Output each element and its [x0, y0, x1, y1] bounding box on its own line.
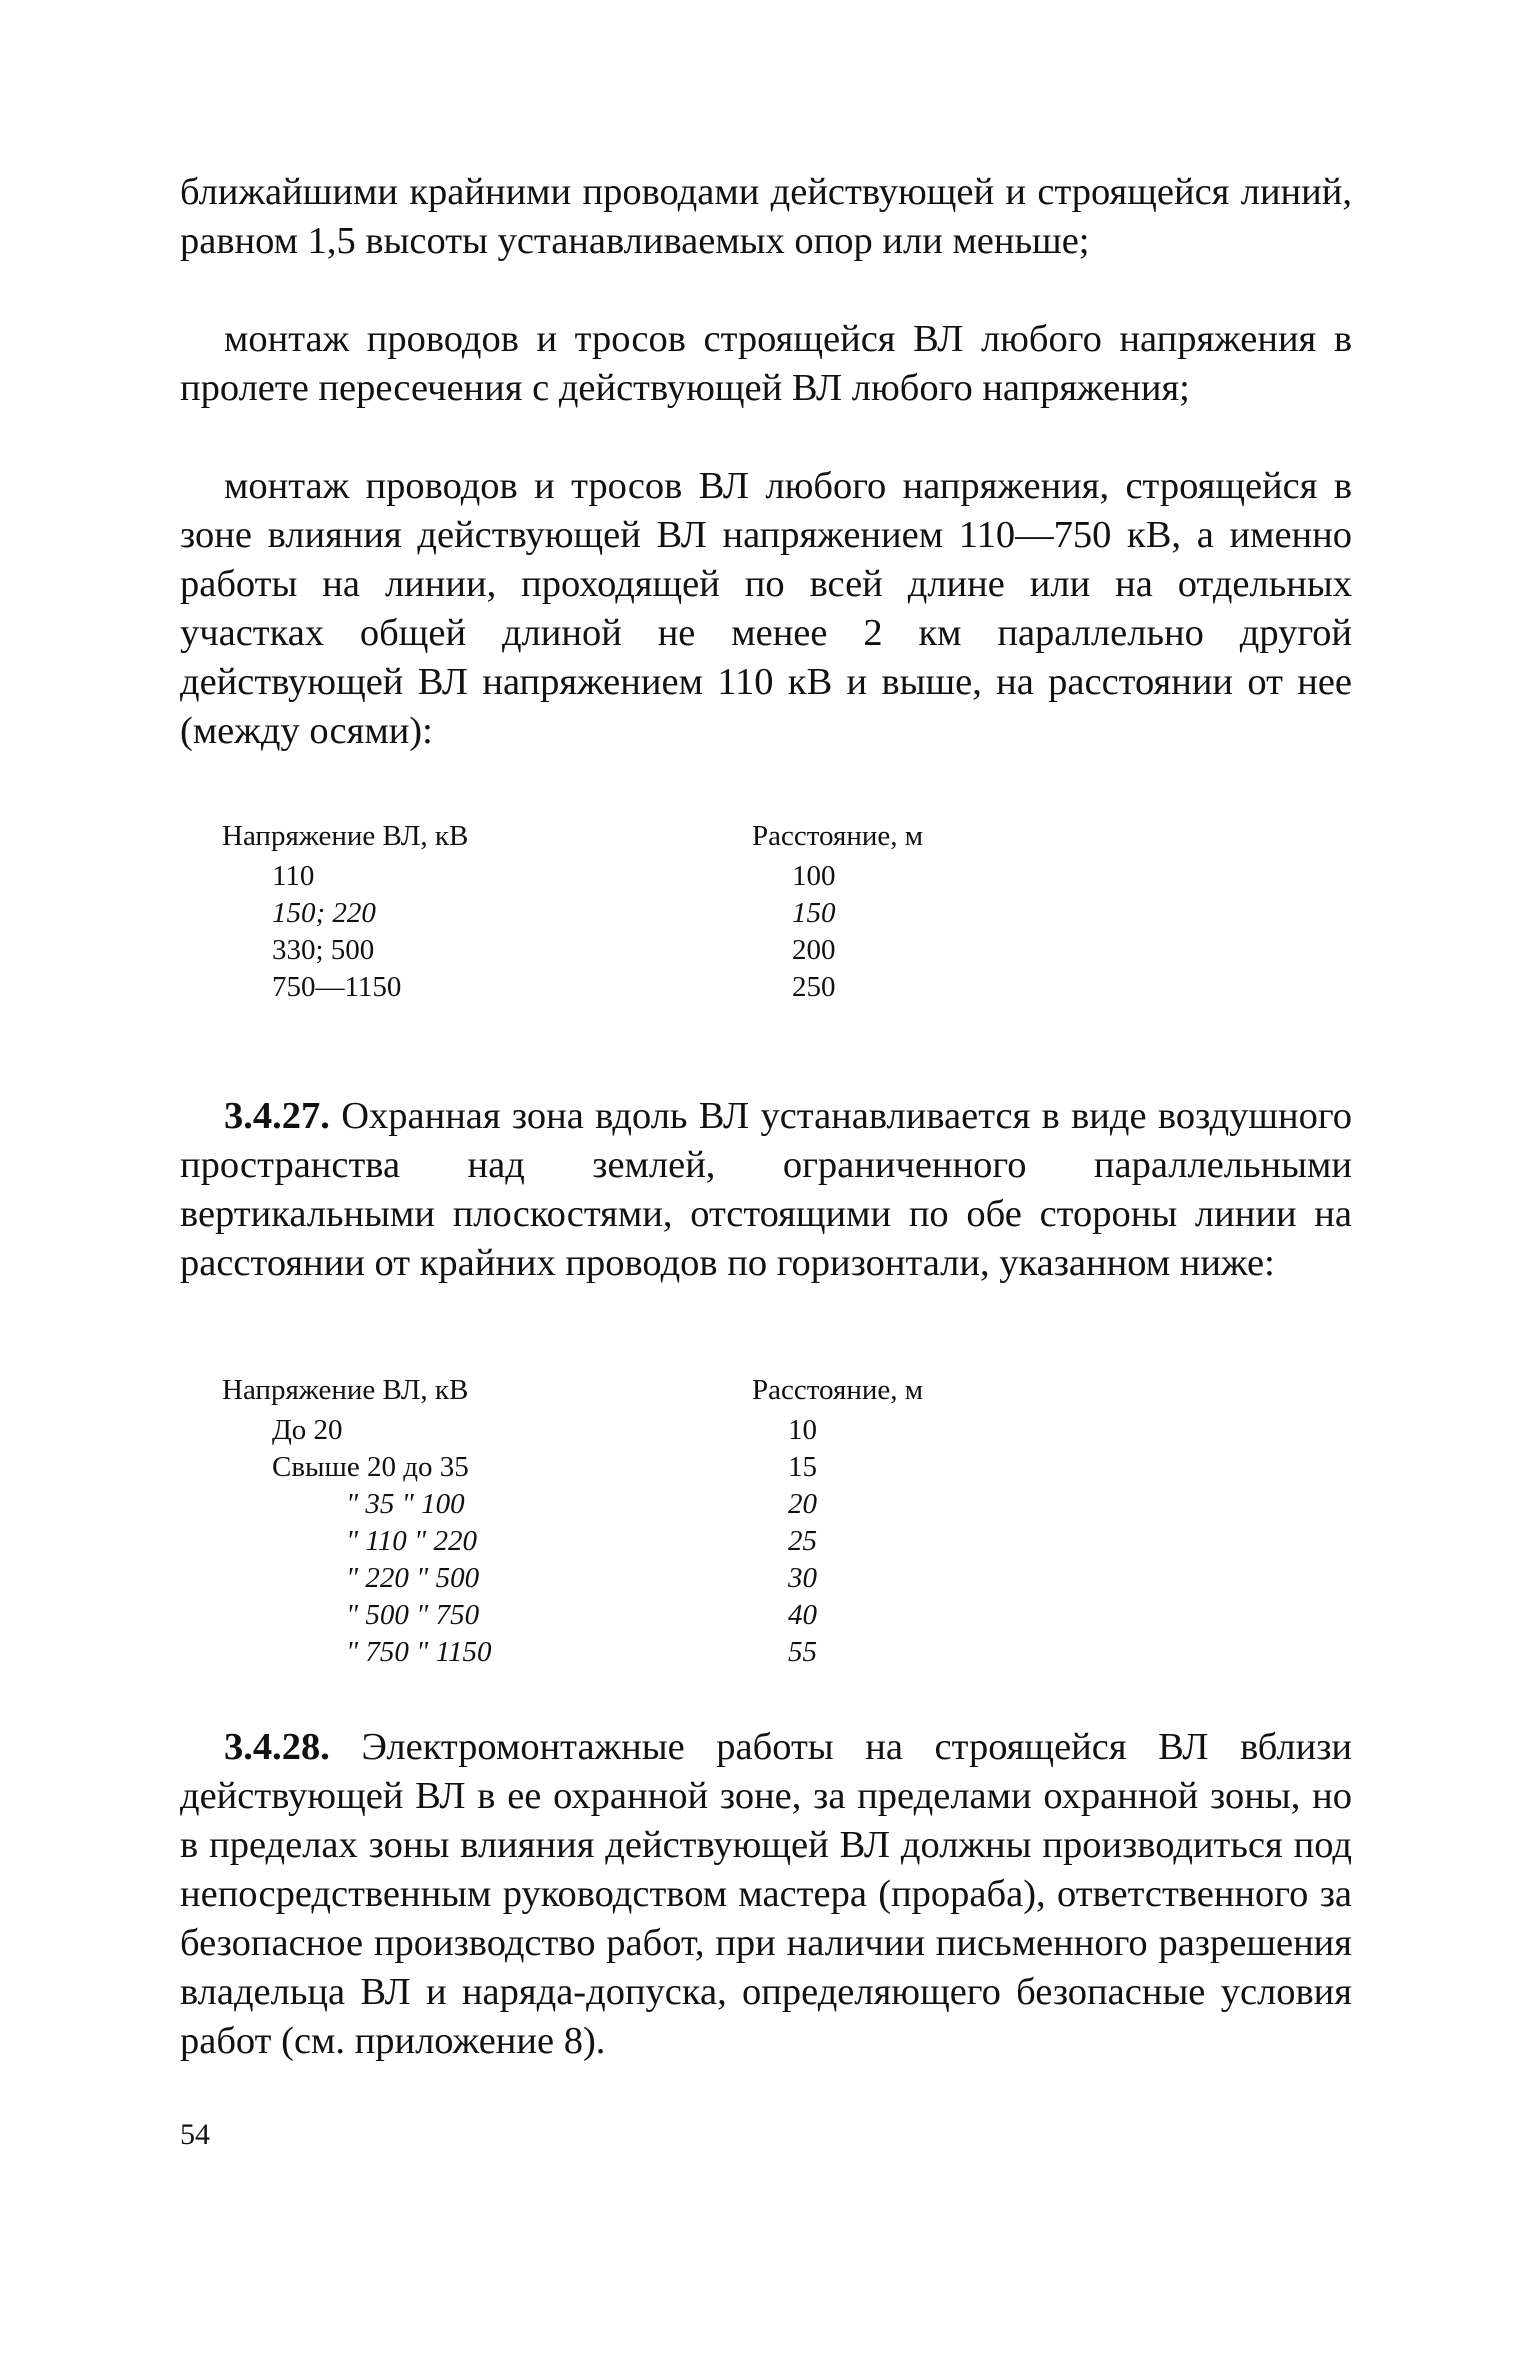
- section-3-4-28: [180, 1723, 1352, 2066]
- distance-cell: 250: [792, 971, 836, 1003]
- voltage-cell: " 750 " 1150: [346, 1636, 492, 1668]
- table-row: [222, 1486, 982, 1523]
- table-row: [222, 1523, 982, 1560]
- paragraph-mounting-crossing: монтаж проводов и тросов строящейся ВЛ любого напряжения в пролете пересечения с действующей ВЛ любого напряжения;: [180, 318, 1352, 409]
- section-number: 3.4.27.: [224, 1095, 330, 1137]
- paragraph-mounting-influence-zone: монтаж проводов и тросов ВЛ любого напряжения, строящейся в зоне влияния действующей ВЛ напряжением 110—750 кВ, а именно работы на линии, проходящей по всей длине или на отдельных участках общей длиной не менее 2 км параллельно другой действующей ВЛ напряжением 110 кВ и выше, на расстоянии от нее (между осями):: [180, 465, 1352, 752]
- voltage-cell: " 110 " 220: [346, 1525, 477, 1557]
- section-3-4-27: [180, 1092, 1352, 1288]
- voltage-cell: 110: [272, 860, 315, 892]
- table-header: [222, 818, 982, 858]
- distance-cell: 40: [788, 1599, 817, 1631]
- distance-cell: 20: [788, 1488, 817, 1520]
- table-row: [222, 1597, 982, 1634]
- distance-cell: 55: [788, 1636, 817, 1668]
- page-number: 54: [180, 2118, 210, 2151]
- paragraph-continuation: ближайшими крайними проводами действующей и строящейся линий, равном 1,5 высоты устанавливаемых опор или меньше;: [180, 171, 1352, 262]
- voltage-cell: 330; 500: [272, 934, 375, 966]
- distance-cell: 150: [792, 897, 836, 929]
- table-row: [222, 895, 982, 932]
- distance-table-influence: [222, 818, 982, 1006]
- table-row: [222, 969, 982, 1006]
- table-row: [222, 1412, 982, 1449]
- table-row: [222, 1560, 982, 1597]
- voltage-cell: 150; 220: [272, 897, 376, 929]
- table-header: [222, 1372, 982, 1412]
- column-header-distance: Расстояние, м: [752, 820, 924, 852]
- voltage-cell: " 220 " 500: [346, 1562, 480, 1594]
- voltage-cell: 750—1150: [272, 971, 402, 1003]
- distance-cell: 30: [788, 1562, 817, 1594]
- table-row: [222, 932, 982, 969]
- column-header-voltage: Напряжение ВЛ, кВ: [222, 820, 469, 852]
- distance-cell: 25: [788, 1525, 817, 1557]
- section-text: Электромонтажные работы на строящейся ВЛ вблизи действующей ВЛ в ее охранной зоне, за пределами охранной зоны, но в пределах зоны влияния действующей ВЛ должны производиться под непосредственным руководством мастера (прораба), ответственного за безопасное производство работ, при наличии письменного разрешения владельца ВЛ и наряда-допуска, определяющего безопасные условия работ (см. приложение 8).: [180, 1726, 1353, 2062]
- distance-cell: 10: [788, 1414, 817, 1446]
- table-row: [222, 1449, 982, 1486]
- voltage-cell: " 35 " 100: [346, 1488, 465, 1520]
- column-header-voltage: Напряжение ВЛ, кВ: [222, 1374, 469, 1406]
- voltage-cell: До 20: [272, 1414, 343, 1446]
- distance-table-protection-zone: [222, 1372, 982, 1671]
- table-row: [222, 1634, 982, 1671]
- section-number: 3.4.28.: [224, 1726, 330, 1768]
- section-text: Охранная зона вдоль ВЛ устанавливается в виде воздушного пространства над землей, ограниченного параллельными вертикальными плоскостями, отстоящими по обе стороны линии на расстоянии от крайних проводов по горизонтали, указанном ниже:: [180, 1095, 1352, 1284]
- voltage-cell: Свыше 20 до 35: [272, 1451, 469, 1483]
- distance-cell: 200: [792, 934, 836, 966]
- voltage-cell: " 500 " 750: [346, 1599, 480, 1631]
- distance-cell: 15: [788, 1451, 817, 1483]
- table-row: [222, 858, 982, 895]
- distance-cell: 100: [792, 860, 836, 892]
- column-header-distance: Расстояние, м: [752, 1374, 924, 1406]
